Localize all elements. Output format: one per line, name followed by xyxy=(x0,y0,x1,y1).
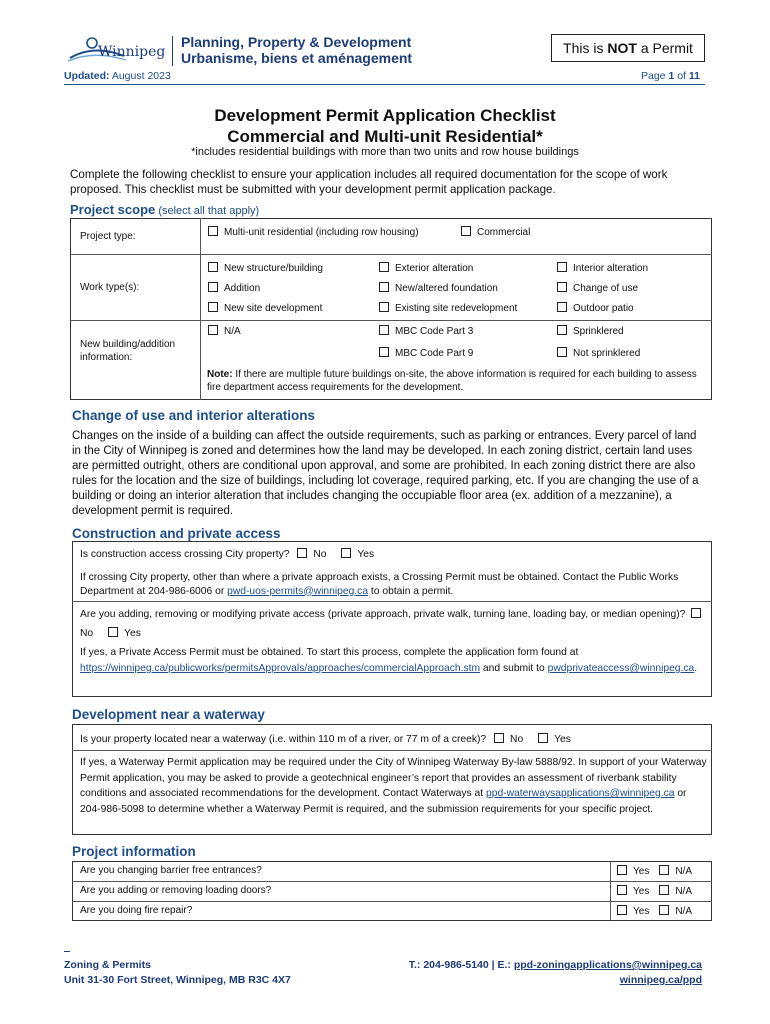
checkbox[interactable] xyxy=(379,302,389,312)
checkbox[interactable] xyxy=(379,325,389,335)
page-number xyxy=(641,70,700,82)
construction-info-1 xyxy=(80,571,708,598)
option-new-foundation[interactable] xyxy=(379,282,498,294)
option-label: New structure/building xyxy=(224,263,323,274)
checkbox[interactable] xyxy=(461,226,471,236)
option-label: New/altered foundation xyxy=(395,283,498,294)
no-label: No xyxy=(80,628,94,639)
yes-label: Yes xyxy=(633,886,650,897)
q1-info-a: If crossing City property, other than where a private approach exists, a Crossing Permit must be obtained. Contact the Public Works Department at 204-986-6006 or xyxy=(80,572,679,597)
q2-info-b: and submit to xyxy=(480,663,548,674)
option-label: N/A xyxy=(224,326,241,337)
option-label: New site development xyxy=(224,303,323,314)
option-interior-alteration[interactable] xyxy=(557,262,648,274)
updated-label: Updated: xyxy=(64,70,110,82)
project-info-question-3: Are you doing fire repair? xyxy=(80,905,193,916)
option-label: Change of use xyxy=(573,283,639,294)
checkbox[interactable] xyxy=(557,302,567,312)
option-new-structure[interactable] xyxy=(208,262,323,274)
na-label: N/A xyxy=(675,866,692,877)
footer-website-link[interactable]: winnipeg.ca/ppd xyxy=(619,974,702,986)
no-label: No xyxy=(510,734,524,745)
option-outdoor-patio[interactable] xyxy=(557,302,634,314)
checkbox[interactable] xyxy=(379,262,389,272)
option-label: Outdoor patio xyxy=(573,303,634,314)
option-multi-unit[interactable] xyxy=(208,226,419,238)
yes-label: Yes xyxy=(554,734,571,745)
scope-note xyxy=(207,369,707,394)
page-prefix: Page xyxy=(641,70,669,82)
checkbox-na[interactable] xyxy=(659,885,669,895)
option-label: Sprinklered xyxy=(573,326,624,337)
option-change-of-use[interactable] xyxy=(557,282,638,294)
option-label: Multi-unit residential (including row housing) xyxy=(224,227,419,238)
project-scope-title: Project scope xyxy=(70,202,156,217)
checkbox-no[interactable] xyxy=(691,608,701,618)
footer-unit: Zoning & Permits xyxy=(64,959,151,971)
construction-info-2 xyxy=(80,645,708,677)
scope-row-1-divider xyxy=(70,254,712,255)
waterway-info-b: or 204-986-5098 to determine whether a Waterway Permit is required, and the submission requirements for your specific project. xyxy=(80,788,687,815)
checkbox-yes[interactable] xyxy=(341,548,351,558)
checkbox-yes[interactable] xyxy=(108,627,118,637)
q1-info-b: to obtain a permit. xyxy=(368,585,454,597)
updated-value: August 2023 xyxy=(111,70,171,82)
checkbox[interactable] xyxy=(557,262,567,272)
project-info-answers-1 xyxy=(617,865,692,877)
option-site-redevelopment[interactable] xyxy=(379,302,517,314)
yes-label: Yes xyxy=(124,628,141,639)
change-of-use-body: Changes on the inside of a building can affect the outside requirements, such as parking or entrances. Every parcel of land in the City of Winnipeg is zoned and determines how the land may be developed. In each zoning district, certain land uses are permitted outright, others are conditional upon approval, and some are prohibited. In each zoning district there are also rules for the location and the size of buildings, including lot coverage, required parking, etc. If you are changing the use of a building or doing an interior alteration that includes changing the occupiable floor area (ex. addition of a mezzanine), a development permit is required. xyxy=(72,430,699,517)
option-addition[interactable] xyxy=(208,282,260,294)
option-label: Addition xyxy=(224,283,261,294)
header-rule xyxy=(64,84,705,85)
not-permit-suffix: a Permit xyxy=(636,40,693,56)
checkbox-na[interactable] xyxy=(659,905,669,915)
checkbox[interactable] xyxy=(208,262,218,272)
checkbox-yes[interactable] xyxy=(617,905,627,915)
checkbox-yes[interactable] xyxy=(617,885,627,895)
option-mbc-part-3[interactable] xyxy=(379,325,473,337)
note-label: Note: xyxy=(207,369,233,380)
private-access-url-link[interactable]: https://winnipeg.ca/publicworks/permitsApprovals/approaches/commercialApproach.stm xyxy=(80,663,481,674)
construction-heading: Construction and private access xyxy=(72,526,281,541)
crossing-permit-email-link[interactable]: pwd-uos-permits@winnipeg.ca xyxy=(227,585,369,597)
option-label: Exterior alteration xyxy=(395,263,474,274)
option-label: Existing site redevelopment xyxy=(395,303,518,314)
waterway-heading: Development near a waterway xyxy=(72,707,265,722)
waterway-email-link[interactable]: ppd-waterwaysapplications@winnipeg.ca xyxy=(486,788,675,799)
not-permit-strong: NOT xyxy=(607,40,637,56)
header-divider xyxy=(172,36,173,66)
no-label: No xyxy=(313,549,327,560)
title-line-2: Commercial and Multi-unit Residential* xyxy=(227,127,543,146)
option-exterior-alteration[interactable] xyxy=(379,262,473,274)
option-label: MBC Code Part 3 xyxy=(395,326,474,337)
checkbox[interactable] xyxy=(379,282,389,292)
page-of: of xyxy=(674,70,689,82)
scope-row-2-divider xyxy=(70,320,712,321)
option-na[interactable] xyxy=(208,325,241,337)
checkbox[interactable] xyxy=(557,325,567,335)
footer-phone: T.: 204-986-5140 | E.: xyxy=(408,959,514,971)
updated-date xyxy=(64,70,171,82)
option-commercial[interactable] xyxy=(461,226,530,238)
checkbox[interactable] xyxy=(557,282,567,292)
checkbox[interactable] xyxy=(208,302,218,312)
waterway-info xyxy=(80,755,708,817)
checkbox[interactable] xyxy=(208,325,218,335)
option-mbc-part-9[interactable] xyxy=(379,347,473,359)
change-of-use-heading: Change of use and interior alterations xyxy=(72,408,316,423)
option-sprinklered[interactable] xyxy=(557,325,624,337)
work-type-label: Work type(s): xyxy=(80,282,140,293)
construction-question-2 xyxy=(80,605,708,643)
footer-email-link[interactable]: ppd-zoningapplications@winnipeg.ca xyxy=(513,959,702,971)
checkbox-na[interactable] xyxy=(659,865,669,875)
project-info-row-2-divider xyxy=(72,901,712,902)
yes-label: Yes xyxy=(633,906,650,917)
project-info-answers-3 xyxy=(617,905,692,917)
q2-info-c: . xyxy=(694,663,698,674)
footer-website xyxy=(620,974,702,986)
page-total: 11 xyxy=(688,70,700,82)
option-new-site-development[interactable] xyxy=(208,302,322,314)
option-label: Commercial xyxy=(477,227,531,238)
title-footnote: *includes residential buildings with more than two units and row house buildings xyxy=(191,146,579,158)
construction-divider xyxy=(72,601,712,602)
project-scope-subtitle: (select all that apply) xyxy=(155,205,260,217)
waterway-divider xyxy=(72,750,712,751)
brand-name: Winnipeg xyxy=(98,44,166,60)
building-info-label: New building/addition information: xyxy=(80,339,176,363)
footer-address: Unit 31-30 Fort Street, Winnipeg, MB R3C 4X7 xyxy=(64,974,291,986)
project-info-col-divider xyxy=(610,861,611,921)
q2-info-a: If yes, a Private Access Permit must be obtained. To start this process, complete the application form found at xyxy=(80,647,579,658)
department-french: Urbanisme, biens et aménagement xyxy=(181,50,413,66)
project-scope-heading xyxy=(70,202,259,217)
checkbox-no[interactable] xyxy=(297,548,307,558)
checkbox[interactable] xyxy=(208,226,218,236)
not-permit-prefix: This is xyxy=(563,40,608,56)
project-info-question-2: Are you adding or removing loading doors? xyxy=(80,885,272,896)
project-type-label: Project type: xyxy=(80,231,136,242)
option-label: MBC Code Part 9 xyxy=(395,348,474,359)
checkbox-yes[interactable] xyxy=(617,865,627,875)
not-a-permit-badge xyxy=(551,34,705,62)
option-not-sprinklered[interactable] xyxy=(557,347,640,359)
title-line-1: Development Permit Application Checklist xyxy=(214,106,556,125)
checkbox-yes[interactable] xyxy=(538,733,548,743)
checkbox[interactable] xyxy=(557,347,567,357)
private-access-email-link[interactable]: pwdprivateaccess@winnipeg.ca xyxy=(547,663,695,674)
checkbox-no[interactable] xyxy=(494,733,504,743)
construction-question-1 xyxy=(80,548,374,560)
yes-label: Yes xyxy=(357,549,375,560)
project-info-heading: Project information xyxy=(72,844,196,859)
page-current: 1 xyxy=(668,70,675,82)
waterway-q-text: Is your property located near a waterway (i.e. within 110 m of a river, or 77 m of a creek)? xyxy=(80,734,487,745)
option-label: Not sprinklered xyxy=(573,348,641,359)
waterway-info-a: If yes, a Waterway Permit application may be required under the City of Winnipeg Waterway By-law 5888/92. In support of your Waterway Permit application, you may be asked to provide a geotechnical engineer’s report that provides an assessment of riverbank stability conditions and associated recommendations for the development. Contact Waterways at xyxy=(80,757,707,799)
q2-text: Are you adding, removing or modifying private access (private approach, private walk, turning lane, loading bay, or median opening)? xyxy=(80,609,686,620)
project-info-question-1: Are you changing barrier free entrances? xyxy=(80,865,262,876)
checkbox[interactable] xyxy=(208,282,218,292)
note-text: If there are multiple future buildings on-site, the above information is required for each building to assess fire department access requirements for the development. xyxy=(207,369,697,393)
intro-paragraph: Complete the following checklist to ensure your application includes all required documentation for the scope of work proposed. This checklist must be submitted with your development permit application package. xyxy=(70,168,668,196)
checkbox[interactable] xyxy=(379,347,389,357)
project-info-answers-2 xyxy=(617,885,692,897)
scope-col-divider xyxy=(200,218,201,400)
document-title xyxy=(0,105,770,147)
na-label: N/A xyxy=(675,906,692,917)
footer-contact xyxy=(409,959,702,971)
option-label: Interior alteration xyxy=(573,263,649,274)
q1-text: Is construction access crossing City property? xyxy=(80,549,290,560)
na-label: N/A xyxy=(675,886,692,897)
footer-mark xyxy=(64,951,70,952)
yes-label: Yes xyxy=(633,866,650,877)
department-english: Planning, Property & Development xyxy=(181,34,412,50)
waterway-question xyxy=(80,733,571,745)
project-info-row-1-divider xyxy=(72,881,712,882)
